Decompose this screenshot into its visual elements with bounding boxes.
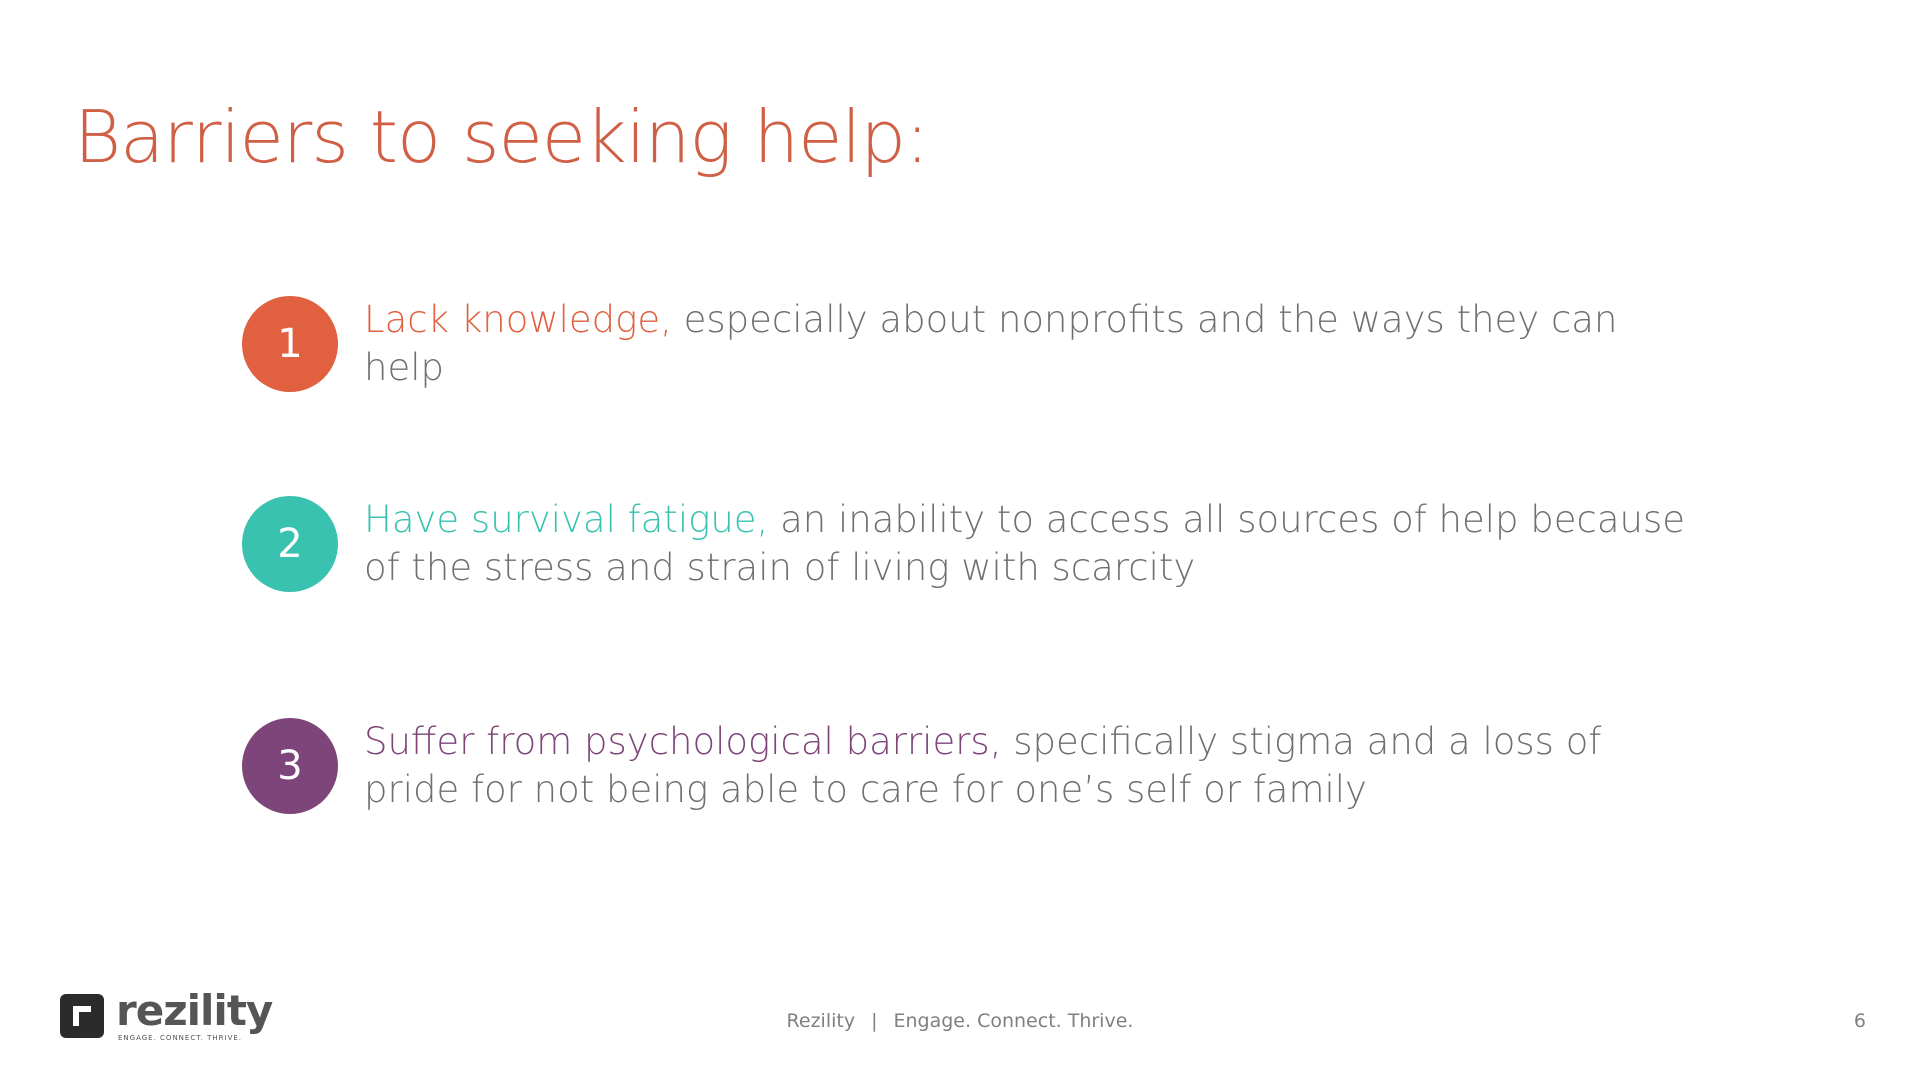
number-badge-3: 3 — [242, 718, 338, 814]
slide-title: Barriers to seeking help: — [74, 95, 929, 179]
bullet-text-1 — [364, 296, 1694, 392]
number-badge-1: 1 — [242, 296, 338, 392]
footer-tagline: Engage. Connect. Thrive. — [893, 1010, 1134, 1032]
logo-wordmark: rezility — [116, 986, 273, 1035]
bullet-text-3 — [364, 718, 1694, 814]
number-badge-2: 2 — [242, 496, 338, 592]
bullet-body-1: especially about nonprofits and the ways they can help — [364, 298, 1618, 389]
footer-separator: | — [871, 1010, 878, 1032]
footer-text — [0, 1010, 1920, 1032]
page-number: 6 — [1853, 1010, 1866, 1032]
bullet-item-1 — [242, 296, 1702, 392]
bullet-highlight-2: Have survival fatigue, — [364, 498, 769, 541]
bullet-item-2 — [242, 496, 1702, 592]
bullet-highlight-3: Suffer from psychological barriers, — [364, 720, 1002, 763]
bullet-text-2 — [364, 496, 1694, 592]
logo-tagline: ENGAGE. CONNECT. THRIVE. — [118, 1034, 243, 1042]
bullet-highlight-1: Lack knowledge, — [364, 298, 672, 341]
bullet-body-3: specifically stigma and a loss of pride for not being able to care for one’s self or family — [364, 720, 1602, 811]
footer-company: Rezility — [786, 1010, 856, 1032]
bullet-item-3 — [242, 718, 1702, 814]
bullet-body-2: an inability to access all sources of help because of the stress and strain of living with scarcity — [364, 498, 1686, 589]
